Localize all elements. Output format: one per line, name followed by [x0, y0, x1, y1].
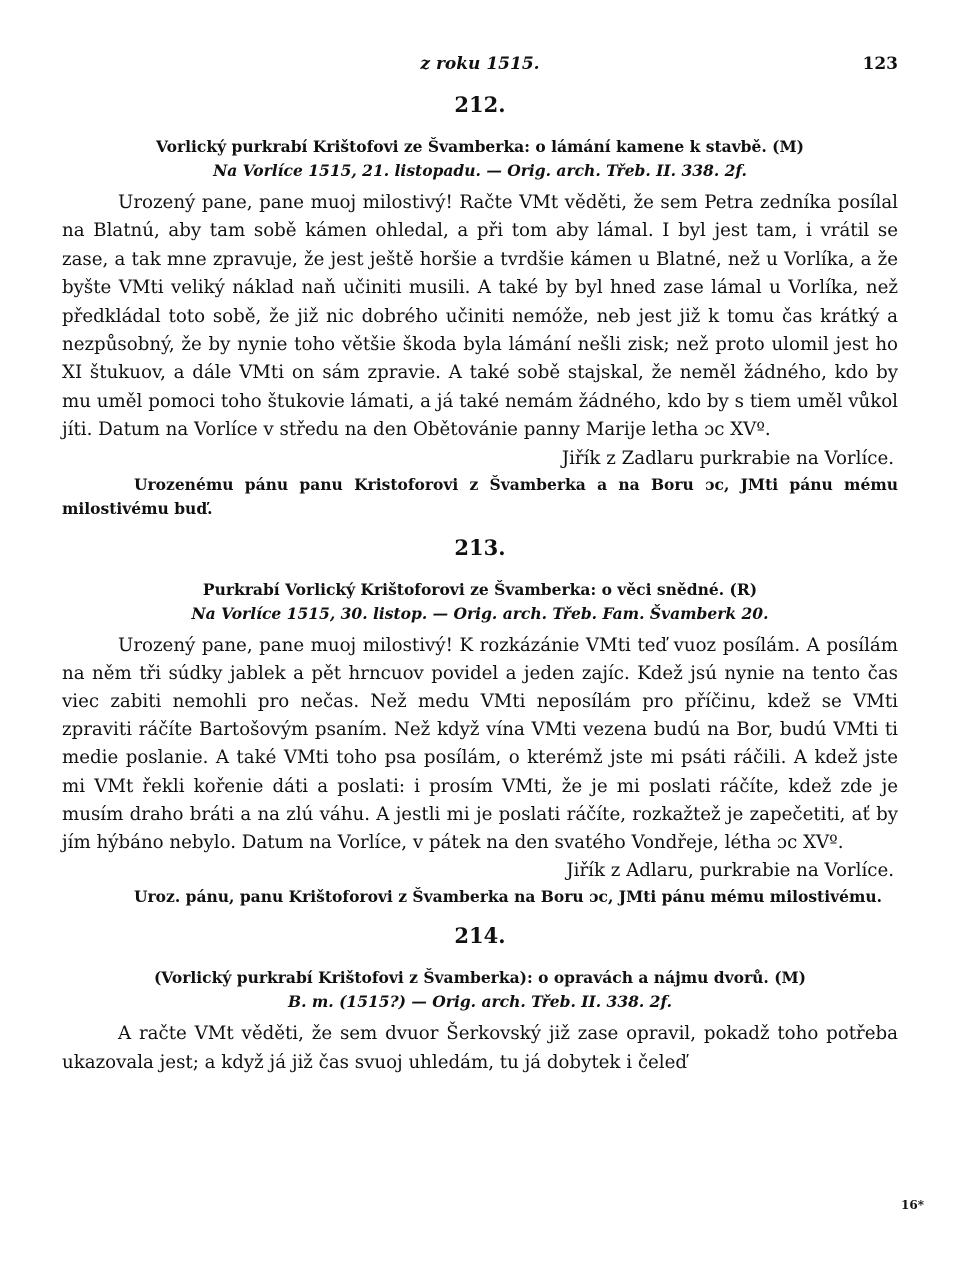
letter-signature: Jiřík z Adlaru, purkrabie na Vorlíce.: [566, 860, 894, 882]
document-regest: (Vorlický purkrabí Krištofovi z Švamberka): o opravách a nájmu dvorů. (M): [153, 968, 807, 988]
page: [62, 48, 898, 1077]
running-head: [62, 48, 898, 82]
document-regest: Vorlický purkrabí Krištofovi ze Švamberka: o lámání kamene k stavbě. (M): [156, 137, 804, 156]
document-number: 214.: [454, 923, 506, 949]
document-212: [62, 92, 898, 521]
letter-body: Urozený pane, pane muoj milostivý! K rozkázánie VMti teď vuoz posílám. A posílám na něm tři súdky jablek a pět hrncuov povidel a jeden zajíc. Kdež jsú nynie na tento čas viec zabiti nemohli pro nečas. Než medu VMti neposílám pro příčinu, kdež se VMti zpraviti ráčíte Bartošovým psaním. Než když vína VMti vezena budú na Bor, budú VMti ti medie poslanie. A také VMti toho psa posílám, o kterémž jste mi psáti ráčili. A kdež jste mi VMt řekli kořenie dáti a poslati: i prosím VMti, že je mi poslati ráčíte, kdež zde je musím draho bráti a na zlú váhu. A jestli mi je poslati ráčíte, rozkažtež je zapečetiti, ať by jím hýbáno nebylo. Datum na Vorlíce, v pátek na den svatého Vondřeje, létha ɔc XVº.: [62, 634, 898, 854]
letter-address: Urozenému pánu panu Kristoforovi z Švamberka a na Boru ɔc, JMti pánu mému milostivému buď.: [62, 474, 898, 518]
document-214: [62, 923, 898, 1077]
document-source: Na Vorlíce 1515, 21. listopadu. — Orig. arch. Třeb. II. 338. 2f.: [213, 161, 747, 180]
printer-signature-mark: 16*: [901, 1198, 924, 1212]
letter-body: Urozený pane, pane muoj milostivý! Račte VMt věděti, že sem Petra zedníka posílal na Blatnú, aby tam sobě kámen ohledal, a při tom aby lámal. I byl jest tam, i vrátil se zase, a tak mne zpravuje, že jest ještě horšie a tvrdšie kámen u Blatné, než u Vorlíka, a že byšte VMti veliký náklad naň učiniti musili. A také by byl hned zase lámal u Vorlíka, než předkládal toto sobě, že již nic dobrého učiniti nemóže, neb jest již k tomu čas krátký a nezpůsobný, že by nynie toho většie škoda byla lámání nešli zisk; než proto ulomil jest ho XI štukuov, a dále VMti on sám zpravie. A také sobě stajskal, že neměl žádného, kdo by mu uměl pomoci toho štukovie lámati, a já také nemám žádného, kdo by s tiem uměl vůkol jíti. Datum na Vorlíce v středu na den Obětovánie panny Marije letha ɔc XVº.: [62, 192, 898, 441]
document-number: 212.: [454, 92, 506, 117]
letter-address: Uroz. pánu, panu Krištoforovi z Švamberka na Boru ɔc, JMti pánu mému milostivému.: [134, 887, 883, 907]
running-title: z roku 1515.: [420, 54, 540, 74]
document-source: Na Vorlíce 1515, 30. listop. — Orig. arch. Třeb. Fam. Švamberk 20.: [191, 603, 769, 623]
page-number: 123: [862, 54, 898, 74]
document-source: B. m. (1515?) — Orig. arch. Třeb. II. 338. 2f.: [288, 992, 672, 1012]
document-regest: Purkrabí Vorlický Krištoforovi ze Švamberka: o věci snědné. (R): [202, 579, 758, 599]
document-number: 213.: [454, 534, 506, 560]
letter-signature: Jiřík z Zadlaru purkrabie na Vorlíce.: [561, 447, 894, 469]
letter-body: A račte VMt věděti, že sem dvuor Šerkovský již zase opravil, pokadž toho potřeba ukazovala jest; a když já již čas svuoj uhledám, tu já dobytek i čeleď: [62, 1023, 898, 1073]
document-213: [62, 535, 898, 910]
